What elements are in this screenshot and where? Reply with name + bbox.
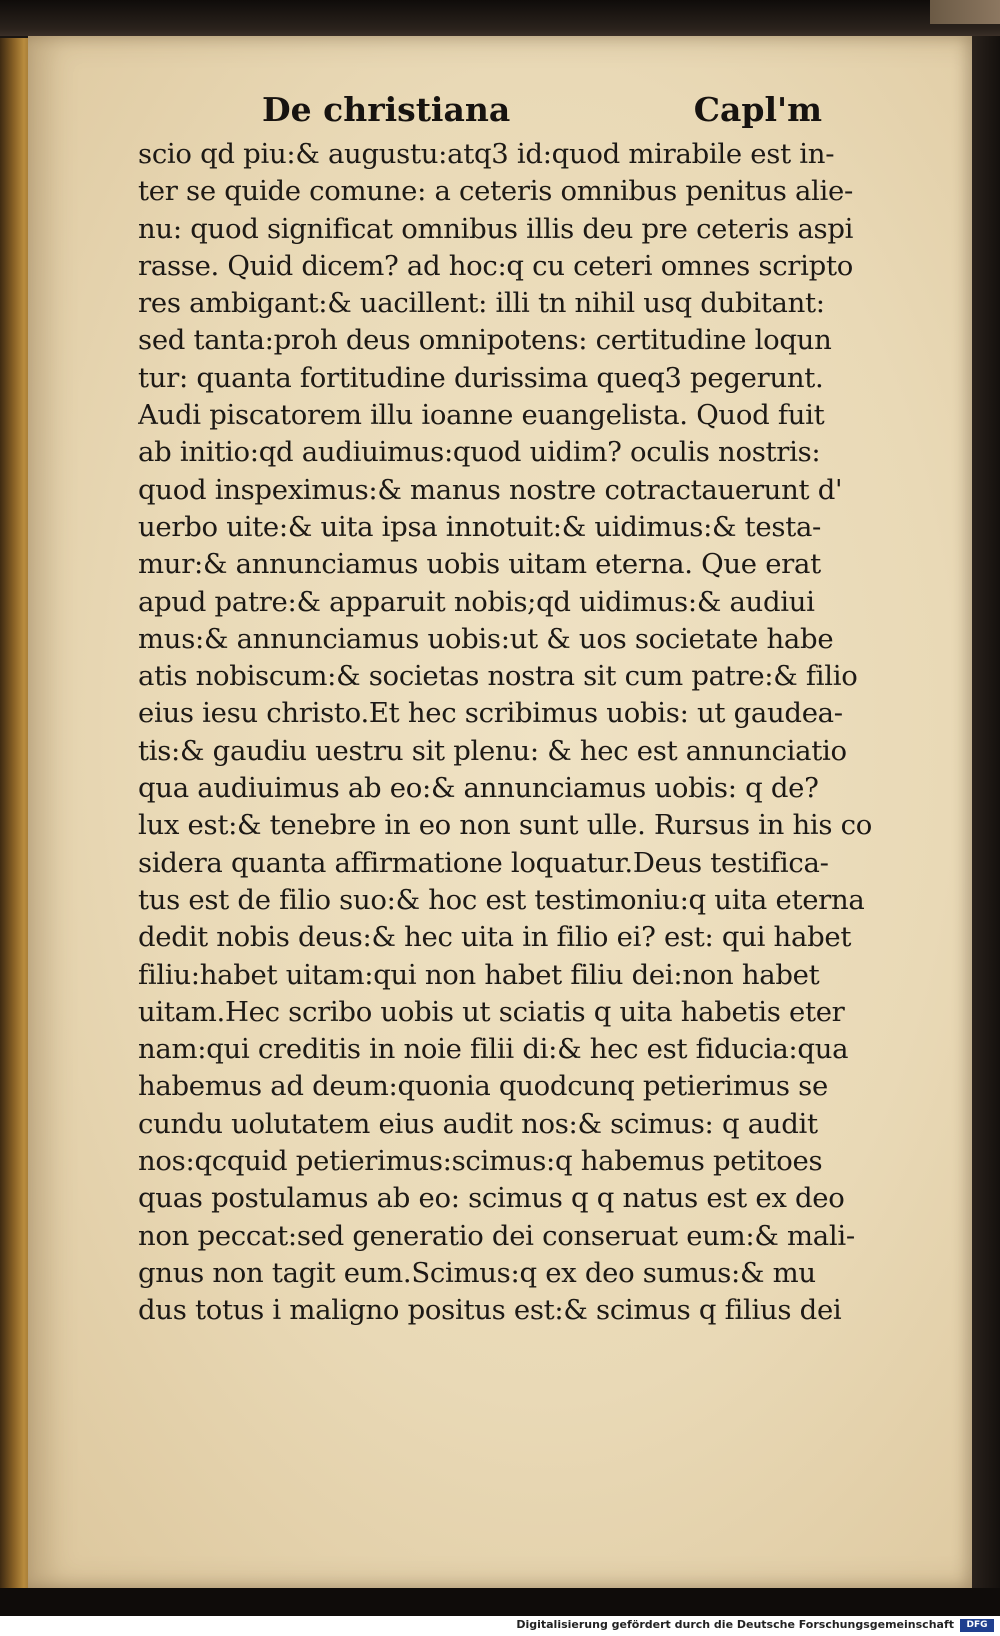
text-line: uerbo uite:& uita ipsa innotuit:& uidimus:& testa- bbox=[138, 510, 822, 543]
text-line: filiu:habet uitam:qui non habet filiu dei:non habet bbox=[138, 958, 820, 991]
text-line: Audi piscatorem illu ioanne euangelista. Quod fuit bbox=[138, 399, 825, 432]
scan-right-edge bbox=[970, 36, 1000, 1592]
text-line: sidera quanta affirmatione loquatur.Deus testifica- bbox=[138, 846, 829, 879]
digitization-footer bbox=[0, 1616, 1000, 1636]
text-line: quod inspeximus:& manus nostre cotractauerunt d' bbox=[138, 473, 843, 506]
scan-corner bbox=[930, 0, 1000, 24]
text-line: rasse. Quid dicem? ad hoc:q cu ceteri omnes scripto bbox=[138, 249, 853, 282]
text-line: quas postulamus ab eo: scimus q q natus est ex deo bbox=[138, 1182, 845, 1215]
dfg-logo: DFG bbox=[960, 1619, 994, 1632]
text-line: mur:& annunciamus uobis uitam eterna. Que erat bbox=[138, 548, 821, 581]
text-line: eius iesu christo.Et hec scribimus uobis: ut gaudea- bbox=[138, 697, 843, 730]
text-line: ab initio:qd audiuimus:quod uidim? oculis nostris: bbox=[138, 436, 821, 469]
text-line: non peccat:sed generatio dei conseruat eum:& mali- bbox=[138, 1219, 855, 1252]
text-line: nos:qcquid petierimus:scimus:q habemus petitoes bbox=[138, 1145, 823, 1178]
text-line: tis:& gaudiu uestru sit plenu: & hec est annunciatio bbox=[138, 734, 847, 767]
header-title: De christiana bbox=[262, 90, 511, 129]
text-line: apud patre:& apparuit nobis;qd uidimus:& audiui bbox=[138, 585, 815, 618]
header-chapter: Capl'm bbox=[693, 90, 822, 129]
text-line: tus est de filio suo:& hoc est testimoniu:q uita eterna bbox=[138, 883, 865, 916]
text-line: res ambigant:& uacillent: illi tn nihil usq dubitant: bbox=[138, 287, 825, 320]
text-line: ter se quide comune: a ceteris omnibus penitus alie- bbox=[138, 175, 854, 208]
text-line: dedit nobis deus:& hec uita in filio ei? est: qui habet bbox=[138, 921, 852, 954]
text-line: atis nobiscum:& societas nostra sit cum patre:& filio bbox=[138, 660, 858, 693]
text-line: mus:& annunciamus uobis:ut & uos societate habe bbox=[138, 622, 834, 655]
text-line: sed tanta:proh deus omnipotens: certitudine loqun bbox=[138, 324, 832, 357]
text-line: scio qd piu:& augustu:atq3 id:quod mirabile est in- bbox=[138, 138, 835, 170]
text-line: tur: quanta fortitudine durissima queq3 pegerunt. bbox=[138, 361, 824, 394]
text-line: cundu uolutatem eius audit nos:& scimus: q audit bbox=[138, 1107, 818, 1140]
scan-bottom-edge bbox=[0, 1588, 1000, 1616]
text-line: nam:qui creditis in noie filii di:& hec est fiducia:qua bbox=[138, 1033, 849, 1066]
footer-credit: Digitalisierung gefördert durch die Deutsche Forschungsgemeinschaft bbox=[516, 1618, 954, 1631]
text-line: gnus non tagit eum.Scimus:q ex deo sumus:& mu bbox=[138, 1256, 816, 1289]
text-line: qua audiuimus ab eo:& annunciamus uobis: q de? bbox=[138, 772, 819, 805]
text-line: lux est:& tenebre in eo non sunt ulle. Rursus in his co bbox=[138, 809, 872, 842]
running-header bbox=[262, 90, 822, 138]
text-line: nu: quod significat omnibus illis deu pre ceteris aspi bbox=[138, 212, 854, 245]
text-line: habemus ad deum:quonia quodcunq petierimus se bbox=[138, 1070, 828, 1103]
text-line: uitam.Hec scribo uobis ut sciatis q uita habetis eter bbox=[138, 995, 845, 1028]
page-text bbox=[138, 136, 944, 1330]
scan-top-edge bbox=[0, 0, 1000, 36]
text-line: dus totus i maligno positus est:& scimus q filius dei bbox=[138, 1294, 842, 1327]
